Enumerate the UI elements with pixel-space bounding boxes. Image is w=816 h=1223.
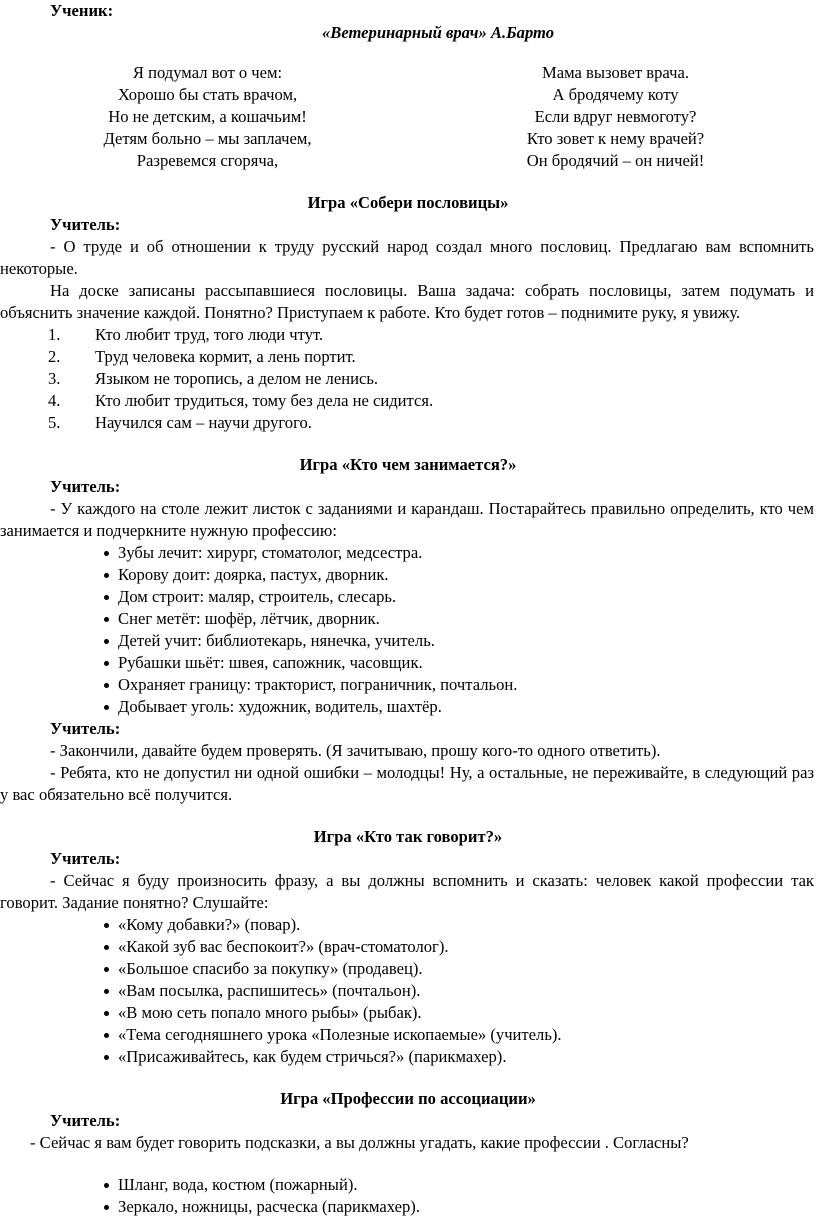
- bullet-icon: [104, 1055, 109, 1060]
- list-item: [0, 390, 816, 412]
- list-item: [0, 1196, 816, 1218]
- list-text: «Вам посылка, распишитесь» (почтальон).: [118, 981, 421, 1000]
- bullet-icon: [104, 1033, 109, 1038]
- list-number: 2.: [48, 347, 61, 366]
- game2-teacher-label: Учитель:: [50, 477, 121, 496]
- list-number: 4.: [48, 391, 61, 410]
- list-item: [0, 346, 816, 368]
- list-text: Охраняет границу: тракторист, пограничник, почтальон.: [118, 675, 518, 694]
- game2-teacher-label-2: Учитель:: [50, 719, 121, 738]
- poem-line: Хорошо бы стать врачом,: [117, 85, 298, 104]
- list-item: [0, 696, 816, 718]
- list-text: Корову доит: доярка, пастух, дворник.: [118, 565, 389, 584]
- game4-title: Игра «Профессии по ассоциации»: [280, 1089, 536, 1108]
- list-text: «В мою сеть попало много рыбы» (рыбак).: [118, 1003, 422, 1022]
- poem-line: Но не детским, а кошачьим!: [108, 107, 307, 126]
- poem-line: Мама вызовет врача.: [542, 63, 689, 82]
- poem-line: Если вдруг невмоготу?: [534, 107, 697, 126]
- bullet-icon: [104, 923, 109, 928]
- list-number: 5.: [48, 413, 61, 432]
- list-item: [0, 1002, 816, 1024]
- list-text: Дом строит: маляр, строитель, слесарь.: [118, 587, 397, 606]
- list-item: [0, 542, 816, 564]
- bullet-icon: [104, 1011, 109, 1016]
- bullet-icon: [104, 683, 109, 688]
- game2-paragraph-3: - Ребята, кто не допустил ни одной ошибки – молодцы! Ну, а остальные, не переживайте, в следующий раз у вас обязательно всё получится.: [0, 763, 814, 804]
- poem-line: Разревемся сгоряча,: [136, 151, 279, 170]
- list-text: Детей учит: библиотекарь, нянечка, учитель.: [118, 631, 435, 650]
- bullet-icon: [104, 989, 109, 994]
- game1-teacher-label: Учитель:: [50, 215, 121, 234]
- game3-teacher-label: Учитель:: [50, 849, 121, 868]
- list-text: Рубашки шьёт: швея, сапожник, часовщик.: [118, 653, 423, 672]
- poem-line: Детям больно – мы заплачем,: [103, 129, 312, 148]
- list-text: Кто любит трудиться, тому без дела не сидится.: [95, 391, 434, 410]
- list-item: [0, 630, 816, 652]
- list-text: Зеркало, ножницы, расческа (парикмахер).: [118, 1197, 420, 1216]
- bullet-icon: [104, 595, 109, 600]
- list-item: [0, 608, 816, 630]
- list-item: [0, 412, 816, 434]
- bullet-icon: [104, 967, 109, 972]
- list-item: [0, 586, 816, 608]
- proverb-list: [0, 324, 816, 434]
- association-list: [0, 1174, 816, 1218]
- list-text: «Кому добавки?» (повар).: [118, 915, 301, 934]
- bullet-icon: [104, 639, 109, 644]
- list-number: 1.: [48, 325, 61, 344]
- list-item: [0, 368, 816, 390]
- list-item: [0, 1046, 816, 1068]
- game3-paragraph-1: - Сейчас я буду произносить фразу, а вы должны вспомнить и сказать: человек какой профессии так говорит. Задание понятно? Слушайте:: [0, 871, 814, 912]
- bullet-icon: [104, 1183, 109, 1188]
- poem: [0, 62, 816, 172]
- game3-title: Игра «Кто так говорит?»: [313, 827, 503, 846]
- list-item: [0, 324, 816, 346]
- list-item: [0, 914, 816, 936]
- game4-teacher-label: Учитель:: [50, 1111, 121, 1130]
- bullet-icon: [104, 1205, 109, 1210]
- poem-line: Кто зовет к нему врачей?: [526, 129, 705, 148]
- bullet-icon: [104, 573, 109, 578]
- list-text: «Какой зуб вас беспокоит?» (врач-стоматолог).: [118, 937, 449, 956]
- bullet-icon: [104, 551, 109, 556]
- list-text: Языком не торопись, а делом не ленись.: [95, 369, 379, 388]
- list-text: «Тема сегодняшнего урока «Полезные ископаемые» (учитель).: [118, 1025, 562, 1044]
- bullet-icon: [104, 945, 109, 950]
- list-text: Труд человека кормит, а лень портит.: [95, 347, 356, 366]
- bullet-icon: [104, 705, 109, 710]
- poem-line: Он бродячий – он ничей!: [526, 151, 705, 170]
- game2-paragraph-2: - Закончили, давайте будем проверять. (Я зачитываю, прошу кого-то одного ответить).: [50, 741, 661, 760]
- student-label: Ученик:: [50, 1, 114, 20]
- game1-paragraph-2: На доске записаны рассыпавшиеся пословицы. Ваша задача: собрать пословицы, затем подумать и объяснить значение каждой. Понятно? Приступаем к работе. Кто будет готов – поднимите руку, я увижу.: [0, 281, 814, 322]
- list-text: Добывает уголь: художник, водитель, шахтёр.: [118, 697, 442, 716]
- game1-title: Игра «Собери пословицы»: [307, 193, 509, 212]
- list-number: 3.: [48, 369, 61, 388]
- list-item: [0, 652, 816, 674]
- profession-task-list: [0, 542, 816, 718]
- poem-line: А бродячему коту: [552, 85, 679, 104]
- game4-paragraph-1: - Сейчас я вам будет говорить подсказки, а вы должны угадать, какие профессии . Согласны?: [30, 1133, 689, 1152]
- poem-right-column: [415, 62, 816, 172]
- poem-left-column: [0, 62, 415, 172]
- list-item: [0, 958, 816, 980]
- list-text: «Присаживайтесь, как будем стричься?» (парикмахер).: [118, 1047, 507, 1066]
- list-item: [0, 980, 816, 1002]
- list-text: Зубы лечит: хирург, стоматолог, медсестра.: [118, 543, 423, 562]
- list-item: [0, 564, 816, 586]
- list-item: [0, 1024, 816, 1046]
- list-item: [0, 674, 816, 696]
- poem-title: «Ветеринарный врач» А.Барто: [321, 23, 555, 42]
- list-item: [0, 936, 816, 958]
- bullet-icon: [104, 617, 109, 622]
- list-text: Научился сам – научи другого.: [95, 413, 312, 432]
- bullet-icon: [104, 661, 109, 666]
- poem-line: Я подумал вот о чем:: [132, 63, 283, 82]
- phrase-list: [0, 914, 816, 1068]
- list-text: Снег метёт: шофёр, лётчик, дворник.: [118, 609, 380, 628]
- list-text: Кто любит труд, того люди чтут.: [95, 325, 324, 344]
- list-text: «Большое спасибо за покупку» (продавец).: [118, 959, 423, 978]
- game1-paragraph-1: - О труде и об отношении к труду русский народ создал много пословиц. Предлагаю вам вспомнить некоторые.: [0, 237, 814, 278]
- game2-title: Игра «Кто чем занимается?»: [299, 455, 517, 474]
- list-item: [0, 1174, 816, 1196]
- list-text: Шланг, вода, костюм (пожарный).: [118, 1175, 358, 1194]
- game2-paragraph-1: - У каждого на столе лежит листок с заданиями и карандаш. Постарайтесь правильно определить, кто чем занимается и подчеркните нужную профессию:: [0, 499, 814, 540]
